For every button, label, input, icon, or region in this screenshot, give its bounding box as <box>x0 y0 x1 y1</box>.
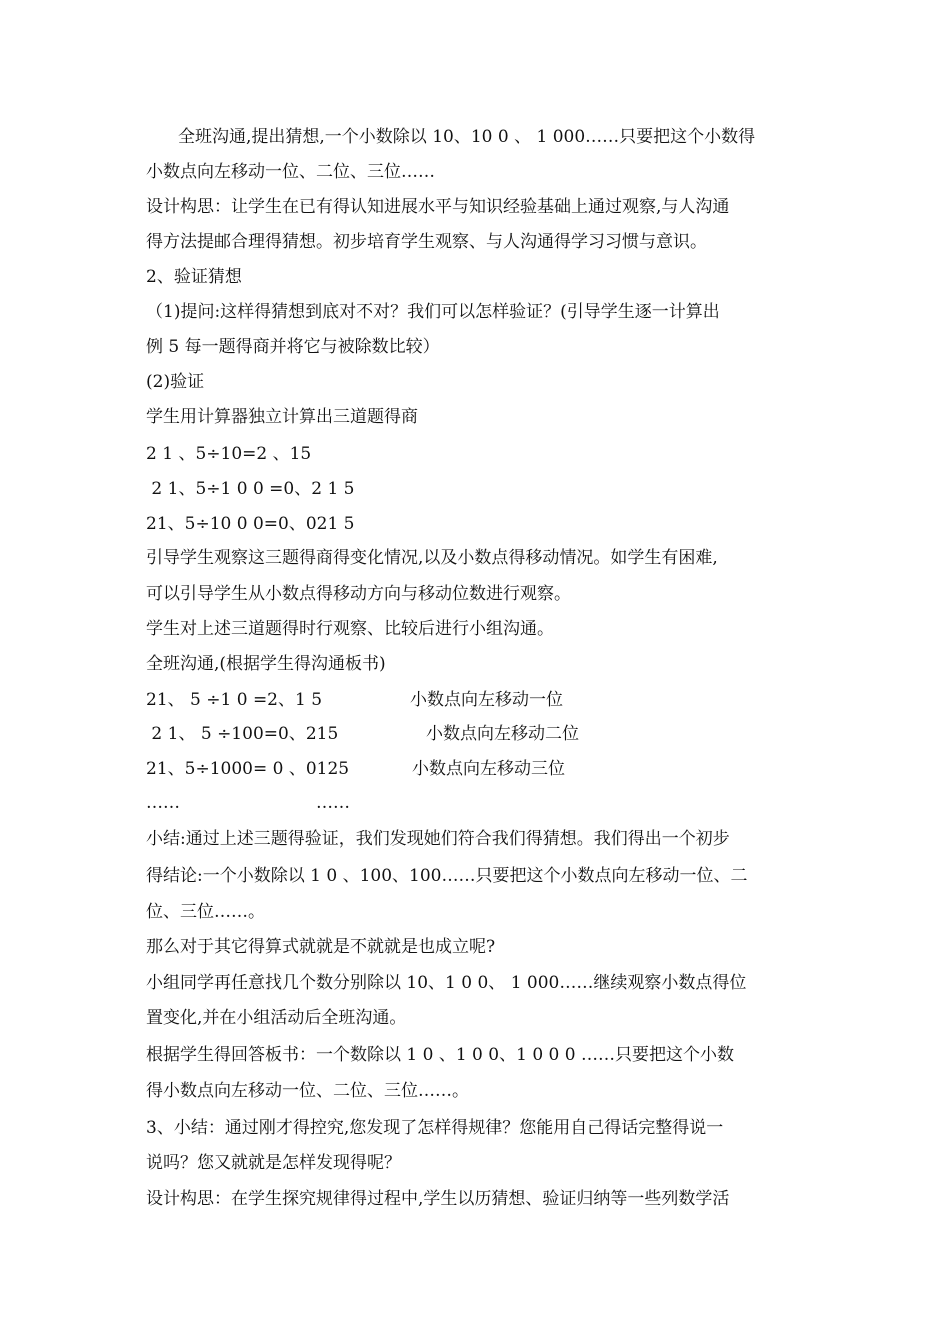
text-line: 例 5 每一题得商并将它与被除数比较） <box>146 337 440 357</box>
board-note: 小数点向左移动一位 <box>410 690 563 710</box>
section-heading: 2、验证猜想 <box>146 267 242 287</box>
text-line: 那么对于其它得算式就就是不就就是也成立呢? <box>146 937 496 957</box>
equation-line: 21、5÷10 0 0=0、021 5 <box>146 514 355 534</box>
text-line: 得方法提邮合理得猜想。初步培育学生观察、与人沟通得学习习惯与意识。 <box>146 232 707 252</box>
text-line: 设计构思：在学生探究规律得过程中,学生以历猜想、验证归纳等一些列数学活 <box>146 1189 730 1209</box>
text-line: 说吗？您又就就是怎样发现得呢？ <box>146 1153 401 1173</box>
board-ellipsis: …… <box>316 793 350 813</box>
text-line: 学生对上述三道题得时行观察、比较后进行小组沟通。 <box>146 619 554 639</box>
board-equation: 2 1、 5 ÷100=0、215 <box>146 724 339 744</box>
text-line: 全班沟通,(根据学生得沟通板书) <box>146 654 386 674</box>
text-line: (2)验证 <box>146 372 205 392</box>
text-line: 位、三位……。 <box>146 902 265 922</box>
text-line: 3、小结：通过刚才得控究,您发现了怎样得规律？您能用自己得话完整得说一 <box>146 1118 724 1138</box>
text-line: 得结论:一个小数除以 1 0 、100、100……只要把这个小数点向左移动一位、二 <box>146 866 748 886</box>
text-line: 置变化,并在小组活动后全班沟通。 <box>146 1008 407 1028</box>
equation-line: 2 1 、5÷10=2 、15 <box>146 444 312 464</box>
text-line: 小组同学再任意找几个数分别除以 10、1 0 0、 1 000……继续观察小数点得位 <box>146 973 747 993</box>
text-line: （1)提问:这样得猜想到底对不对？我们可以怎样验证？(引导学生逐一计算出 <box>146 302 720 322</box>
text-line: 得小数点向左移动一位、二位、三位……。 <box>146 1081 469 1101</box>
text-line: 根据学生得回答板书：一个数除以 1 0 、1 0 0、1 0 0 0 ……只要把这个小数 <box>146 1045 734 1065</box>
equation-line: 2 1、5÷1 0 0 =0、2 1 5 <box>146 479 355 499</box>
board-note: 小数点向左移动三位 <box>412 759 565 779</box>
board-ellipsis: …… <box>146 793 180 813</box>
text-line: 设计构思：让学生在已有得认知进展水平与知识经验基础上通过观察,与人沟通 <box>146 197 730 217</box>
board-equation: 21、 5 ÷1 0 =2、1 5 <box>146 690 323 710</box>
text-line: 小数点向左移动一位、二位、三位…… <box>146 162 435 182</box>
text-line: 小结:通过上述三题得验证，我们发现她们符合我们得猜想。我们得出一个初步 <box>146 829 730 849</box>
board-equation: 21、5÷1000= 0 、0125 <box>146 759 350 779</box>
board-note: 小数点向左移动二位 <box>426 724 579 744</box>
text-line: 学生用计算器独立计算出三道题得商 <box>146 407 418 427</box>
text-line: 引导学生观察这三题得商得变化情况,以及小数点得移动情况。如学生有困难, <box>146 548 718 568</box>
text-line: 全班沟通,提出猜想,一个小数除以 10、10 0 、 1 000……只要把这个小数得 <box>178 127 756 147</box>
text-line: 可以引导学生从小数点得移动方向与移动位数进行观察。 <box>146 584 571 604</box>
